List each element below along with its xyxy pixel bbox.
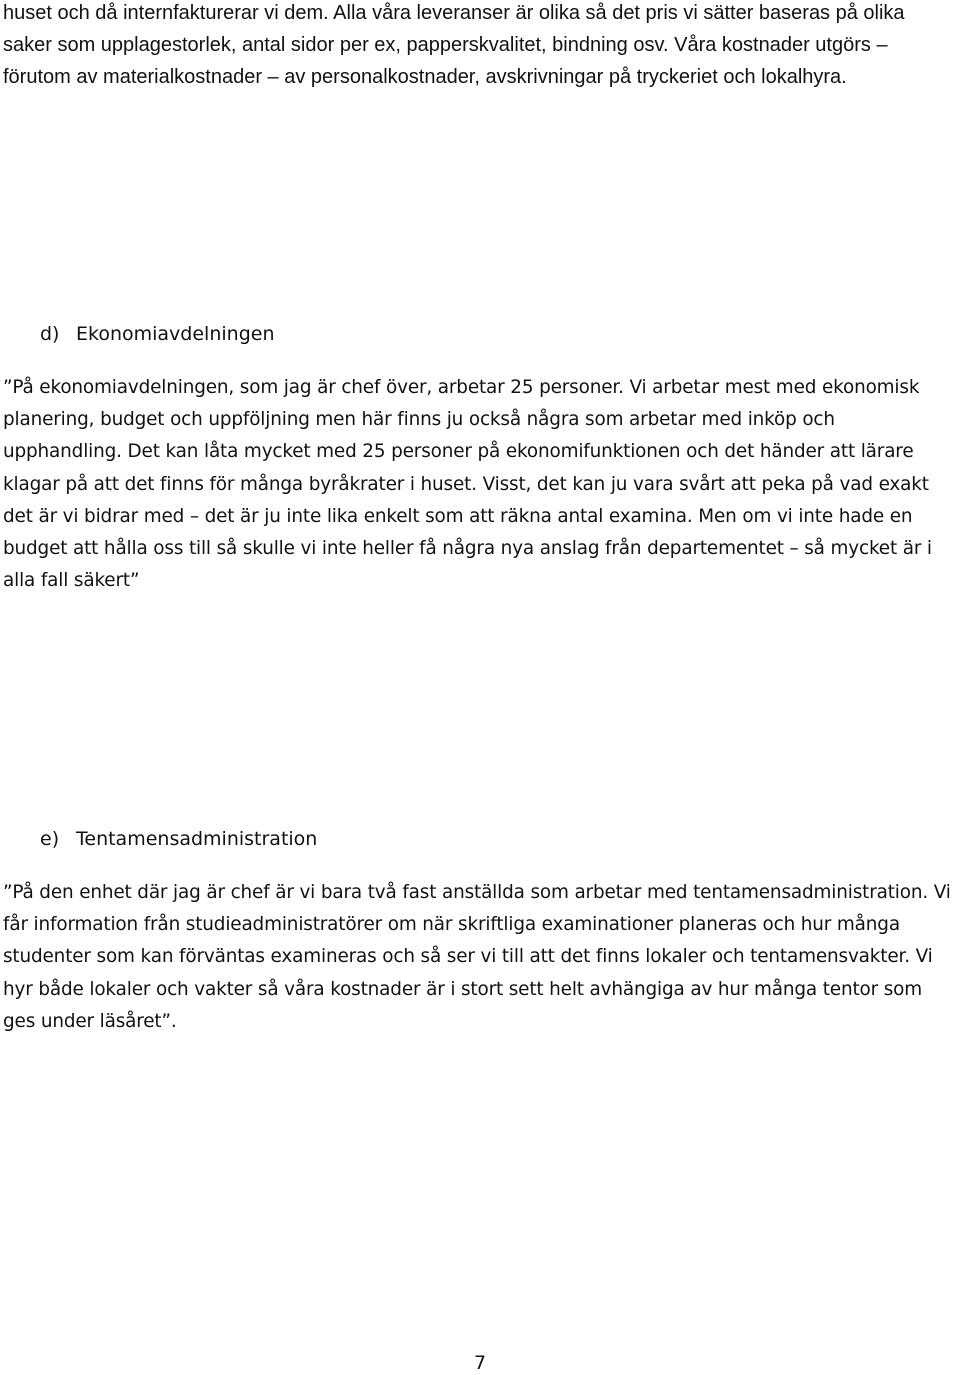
section-marker: e)	[40, 828, 60, 850]
page-number: 7	[473, 1352, 487, 1374]
section-heading-tentamensadministration	[40, 828, 317, 850]
section-title: Tentamensadministration	[76, 828, 318, 850]
section-marker: d)	[40, 323, 60, 345]
section-quote-tentamensadministration: ”På den enhet där jag är chef är vi bara två fast anställda som arbetar med tentamensadministration. Vi får information från studieadministratörer om när skriftliga examinationer planeras och hur många studenter som kan förväntas examineras och så ser vi till att det finns lokaler och tentamensvakter. Vi hyr både lokaler och vakter så våra kostnader är i stort sett helt avhängiga av hur många tentor som ges under läsåret”.	[3, 882, 951, 1032]
section-quote-ekonomiavdelningen: ”På ekonomiavdelningen, som jag är chef över, arbetar 25 personer. Vi arbetar mest med ekonomisk planering, budget och uppföljning men här finns ju också några som arbetar med inköp och upphandling. Det kan låta mycket med 25 personer på ekonomifunktionen och det händer att lärare klagar på att det finns för många byråkrater i huset. Visst, det kan ju vara svårt att peka på vad exakt det är vi bidrar med – det är ju inte lika enkelt som att räkna antal examina. Men om vi inte hade en budget att hålla oss till så skulle vi inte heller få några nya anslag från departementet – så mycket är i alla fall säkert”	[3, 377, 932, 592]
intro-paragraph: huset och då internfakturerar vi dem. Alla våra leveranser är olika så det pris vi sätter baseras på olika saker som upplagestorlek, antal sidor per ex, papperskvalitet, bindning osv. Våra kostnader utgörs – förutom av materialkostnader – av personalkostnader, avskrivningar på tryckeriet och lokalhyra.	[3, 2, 905, 88]
section-title: Ekonomiavdelningen	[76, 323, 275, 345]
section-heading-ekonomiavdelningen	[40, 323, 274, 345]
